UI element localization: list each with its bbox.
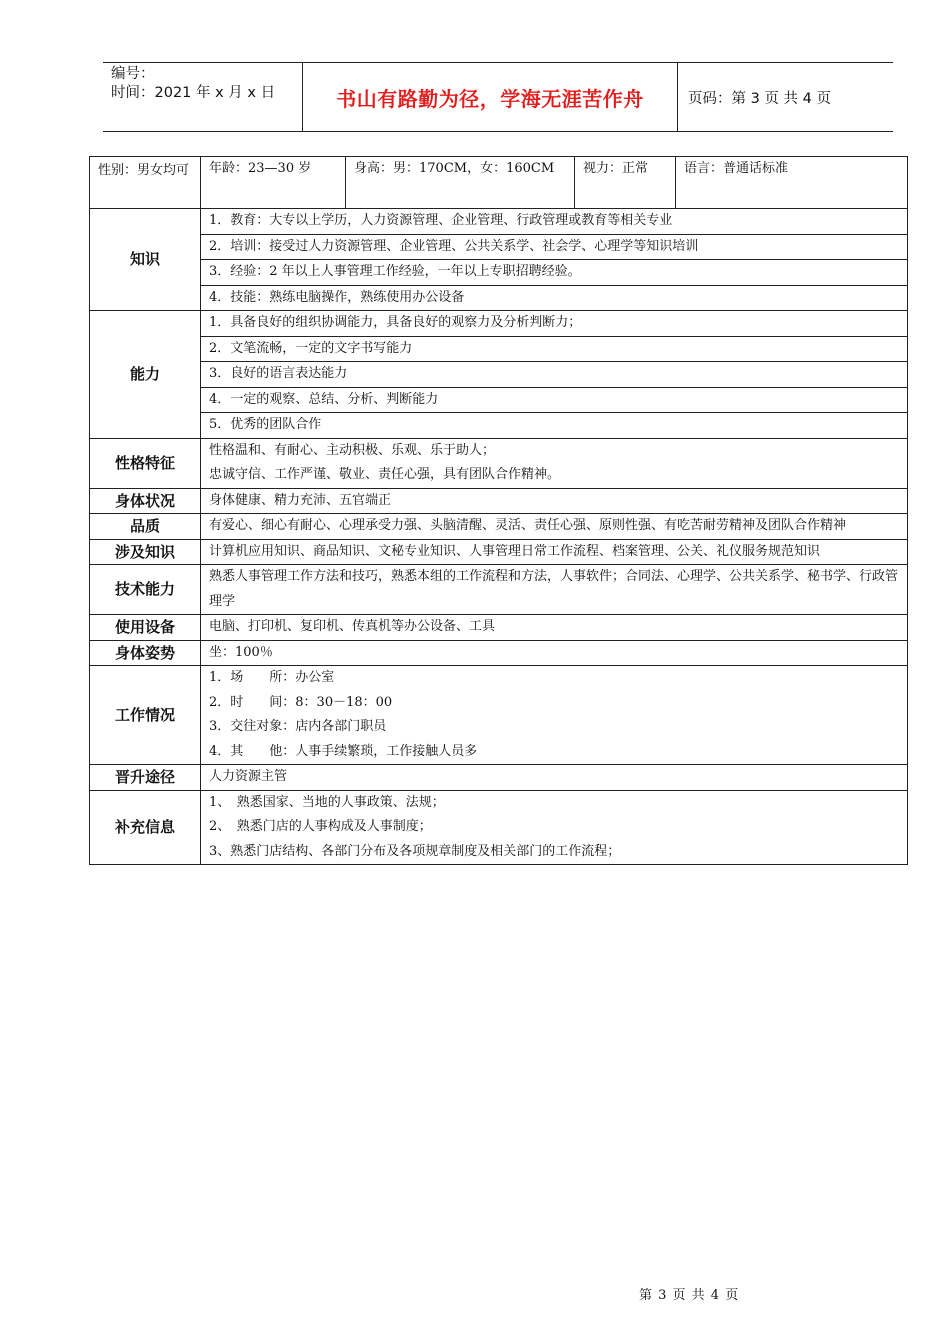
age-cell: 年龄：23—30 岁 <box>201 157 346 209</box>
height-cell: 身高：男：170CM，女：160CM <box>346 157 575 209</box>
personality-line: 忠诚守信、工作严谨、敬业、责任心强，具有团队合作精神。 <box>209 467 561 482</box>
work-item: 3．交往对象：店内各部门职员 <box>201 715 908 740</box>
quality-label: 品质 <box>90 514 201 540</box>
technical-row <box>90 565 908 615</box>
ability-item: 5．优秀的团队合作 <box>201 413 908 439</box>
basic-info-row <box>90 157 908 209</box>
ability-item: 3．良好的语言表达能力 <box>201 362 908 388</box>
supplement-item: 2、 熟悉门店的人事构成及人事制度； <box>201 815 908 840</box>
posture-text: 坐：100％ <box>201 640 908 666</box>
technical-text: 熟悉人事管理工作方法和技巧，熟悉本组的工作流程和方法，人事软件；合同法、心理学、公共关系学、秘书学、行政管理学 <box>201 565 908 615</box>
personality-label: 性格特征 <box>90 438 201 488</box>
quality-row <box>90 514 908 540</box>
personality-row <box>90 438 908 488</box>
ability-label: 能力 <box>90 311 201 439</box>
header-meta <box>103 63 303 131</box>
related-knowledge-row <box>90 539 908 565</box>
language-cell: 语言：普通话标准 <box>676 157 908 209</box>
health-text: 身体健康、精力充沛、五官端正 <box>201 488 908 514</box>
knowledge-item: 3．经验：2 年以上人事管理工作经验，一年以上专职招聘经验。 <box>201 260 908 286</box>
supplement-row <box>90 790 908 815</box>
vision-cell: 视力：正常 <box>575 157 676 209</box>
job-spec-table <box>89 156 908 865</box>
ability-row <box>90 311 908 337</box>
work-item: 2．时 间：8：30－18：00 <box>201 691 908 716</box>
gender-cell: 性别：男女均可 <box>90 157 201 209</box>
health-label: 身体状况 <box>90 488 201 514</box>
equipment-text: 电脑、打印机、复印机、传真机等办公设备、工具 <box>201 615 908 641</box>
promotion-row <box>90 765 908 791</box>
knowledge-item: 2．培训：接受过人力资源管理、企业管理、公共关系学、社会学、心理学等知识培训 <box>201 234 908 260</box>
ability-item: 1．具备良好的组织协调能力，具备良好的观察力及分析判断力； <box>201 311 908 337</box>
equipment-row <box>90 615 908 641</box>
personality-line: 性格温和、有耐心、主动积极、乐观、乐于助人； <box>209 442 496 458</box>
page-footer: 第 3 页 共 4 页 <box>639 1288 740 1303</box>
motto: 书山有路勤为径，学海无涯苦作舟 <box>303 63 678 131</box>
time-label: 时间：2021 年 x 月 x 日 <box>111 85 276 101</box>
knowledge-item: 4．技能：熟练电脑操作，熟练使用办公设备 <box>201 285 908 311</box>
technical-label: 技术能力 <box>90 565 201 615</box>
work-row <box>90 666 908 691</box>
personality-text <box>201 438 908 488</box>
knowledge-label: 知识 <box>90 209 201 311</box>
related-knowledge-text: 计算机应用知识、商品知识、文秘专业知识、人事管理日常工作流程、档案管理、公关、礼仪服务规范知识 <box>201 539 908 565</box>
equipment-label: 使用设备 <box>90 615 201 641</box>
health-row <box>90 488 908 514</box>
supplement-item: 3、熟悉门店结构、各部门分布及各项规章制度及相关部门的工作流程； <box>201 840 908 865</box>
page-label: 页码：第 3 页 共 4 页 <box>688 90 831 107</box>
knowledge-item: 1．教育：大专以上学历，人力资源管理、企业管理、行政管理或教育等相关专业 <box>201 209 908 235</box>
promotion-text: 人力资源主管 <box>201 765 908 791</box>
page-header <box>103 62 893 132</box>
supplement-item: 1、 熟悉国家、当地的人事政策、法规； <box>201 790 908 815</box>
promotion-label: 晋升途径 <box>90 765 201 791</box>
ability-item: 4．一定的观察、总结、分析、判断能力 <box>201 387 908 413</box>
work-item: 1．场 所：办公室 <box>201 666 908 691</box>
supplement-label: 补充信息 <box>90 790 201 865</box>
knowledge-row <box>90 209 908 235</box>
serial-label: 编号： <box>111 66 155 82</box>
work-label: 工作情况 <box>90 666 201 765</box>
ability-item: 2．文笔流畅，一定的文字书写能力 <box>201 336 908 362</box>
work-item: 4．其 他：人事手续繁琐，工作接触人员多 <box>201 740 908 765</box>
related-knowledge-label: 涉及知识 <box>90 539 201 565</box>
posture-label: 身体姿势 <box>90 640 201 666</box>
quality-text: 有爱心、细心有耐心、心理承受力强、头脑清醒、灵活、责任心强、原则性强、有吃苦耐劳精神及团队合作精神 <box>201 514 908 540</box>
posture-row <box>90 640 908 666</box>
